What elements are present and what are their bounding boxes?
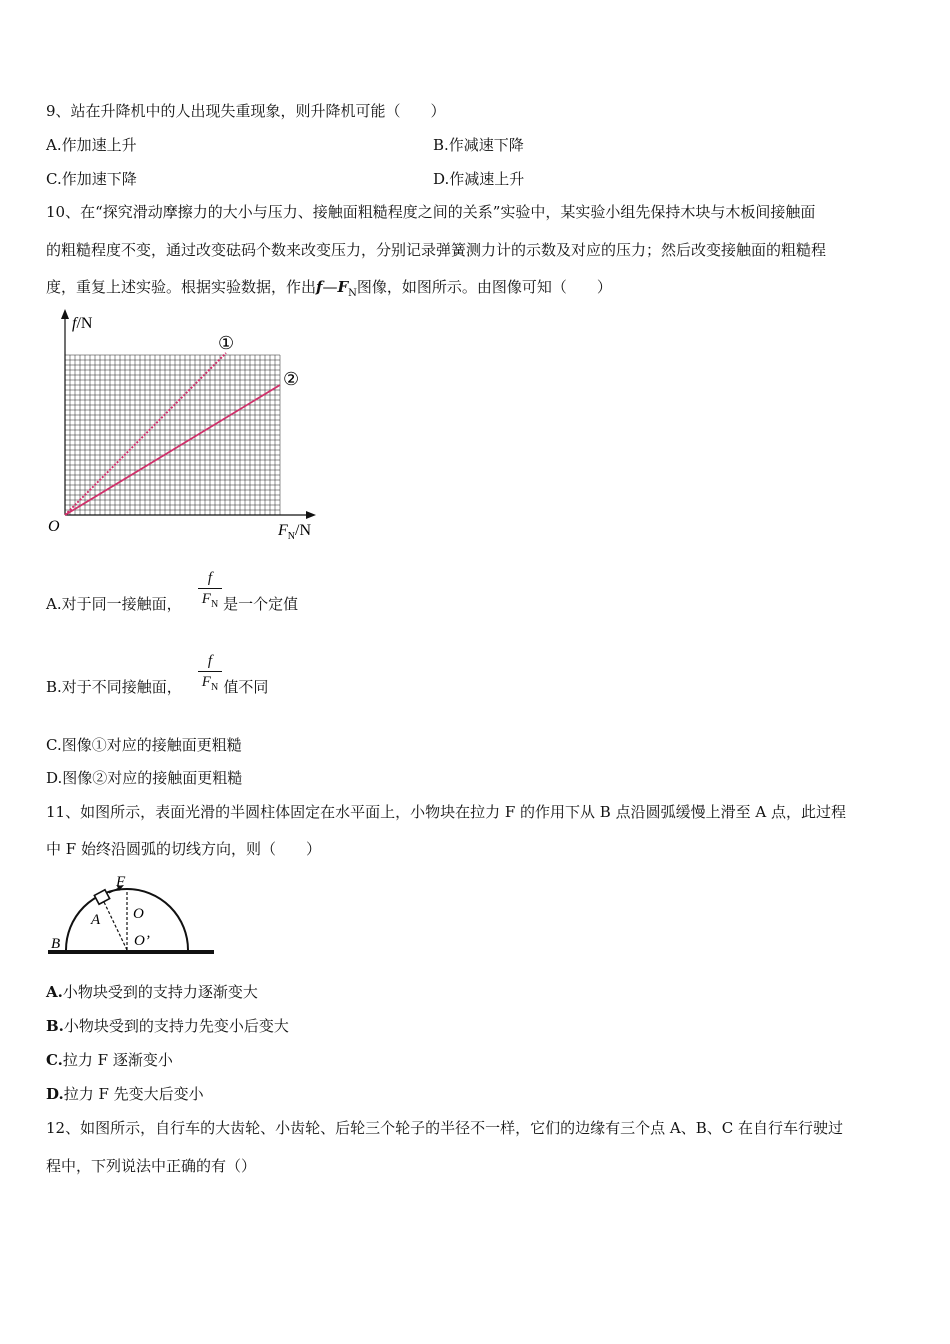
line-2-label: ② <box>283 369 300 389</box>
q10-stem-line3-post: 图像，如图所示。由图像可知（ ） <box>356 278 612 296</box>
q10-symbol-f: f <box>316 278 323 296</box>
fraction-f-over-fn-b: f $F_N$ <box>198 652 222 697</box>
q10-option-a-pre: A.对于同一接触面， <box>46 595 182 613</box>
q10-option-b-post: 值不同 <box>223 678 269 696</box>
q11-option-c: C.拉力 F 逐渐变小 <box>46 1051 173 1069</box>
label-O-prime: O’ <box>134 933 150 949</box>
f-fn-graph <box>40 305 340 550</box>
label-B: B <box>51 936 61 952</box>
q9-option-b: B.作减速下降 <box>433 136 524 154</box>
q11-option-a: A.小物块受到的支持力逐渐变大 <box>46 983 258 1001</box>
label-A: A <box>91 912 101 928</box>
q10-option-a <box>46 594 298 614</box>
q10-symbol-dash: — <box>322 278 338 296</box>
label-F: F <box>116 874 126 890</box>
q11-option-d: D.拉力 F 先变大后变小 <box>46 1085 204 1103</box>
q10-option-c: C.图像①对应的接触面更粗糙 <box>46 736 242 754</box>
graph-grid <box>65 355 280 515</box>
x-axis-label: $F_N/N$ <box>278 522 312 542</box>
line-1-label: ① <box>218 333 235 353</box>
q10-option-b <box>46 677 268 697</box>
dashed-radius <box>104 902 127 950</box>
label-O: O <box>133 906 144 922</box>
fraction-f-over-fn-a: f $F_N$ <box>198 569 222 614</box>
x-axis-arrow <box>306 511 316 519</box>
q10-stem-line3-pre: 度，重复上述实验。根据实验数据，作出 <box>46 278 317 296</box>
q10-stem-line2: 的粗糙程度不变，通过改变砝码个数来改变压力，分别记录弹簧测力计的示数及对应的压力；然后改变接触面的粗糙程 <box>46 241 827 259</box>
q11-stem-line2: 中 F 始终沿圆弧的切线方向，则（ ） <box>46 840 321 858</box>
q9-option-d: D.作减速上升 <box>433 170 525 188</box>
q9-stem: 9、站在升降机中的人出现失重现象，则升降机可能（ ） <box>46 102 446 120</box>
q9-option-c: C.作加速下降 <box>46 170 137 188</box>
q10-symbol-N: N <box>348 288 357 299</box>
half-cylinder-figure <box>46 872 218 964</box>
q10-option-d: D.图像②对应的接触面更粗糙 <box>46 769 243 787</box>
y-axis-arrow <box>61 309 69 319</box>
q10-symbol-F: F <box>337 278 349 296</box>
q9-option-a: A.作加速上升 <box>46 136 137 154</box>
origin-label: O <box>48 518 60 535</box>
y-axis-label: f/N <box>72 315 93 332</box>
q10-stem-line3 <box>46 277 612 304</box>
graph-line-1 <box>65 353 226 515</box>
q12-stem-line2: 程中，下列说法中正确的有（） <box>46 1157 257 1175</box>
q10-option-a-post: 是一个定值 <box>223 595 299 613</box>
q10-stem-line1: 10、在“探究滑动摩擦力的大小与压力、接触面粗糙程度之间的关系”实验中，某实验小组先保持木块与木板间接触面 <box>46 203 816 221</box>
q11-stem-line1: 11、如图所示，表面光滑的半圆柱体固定在水平面上，小物块在拉力 F 的作用下从 B 点沿圆弧缓慢上滑至 A 点，此过程 <box>46 803 846 821</box>
q11-option-b: B.小物块受到的支持力先变小后变大 <box>46 1017 289 1035</box>
q10-option-b-pre: B.对于不同接触面， <box>46 678 182 696</box>
q12-stem-line1: 12、如图所示，自行车的大齿轮、小齿轮、后轮三个轮子的半径不一样，它们的边缘有三个点 A、B、C 在自行车行驶过 <box>46 1119 843 1137</box>
